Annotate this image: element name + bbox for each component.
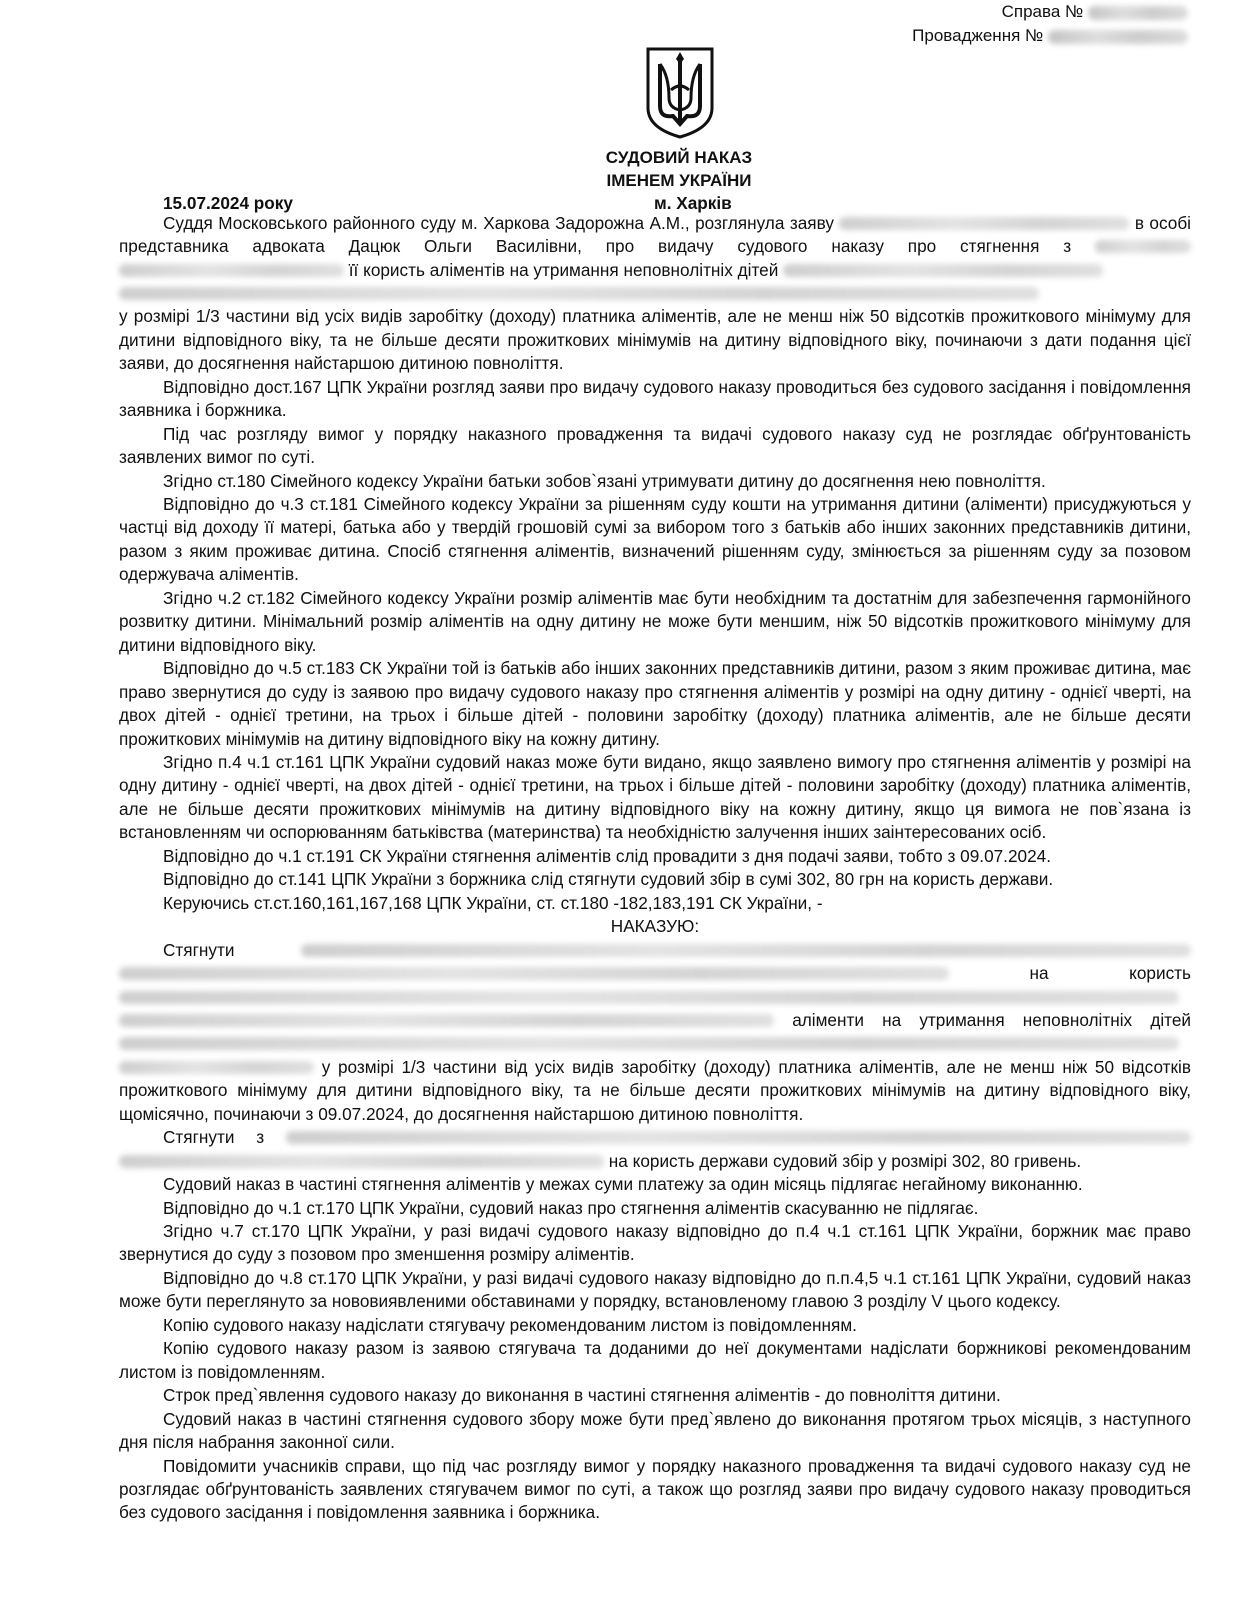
date-city-line bbox=[163, 193, 738, 214]
paragraph: Строк пред`явлення судового наказу до виконання в частині стягнення аліментів - до повноліття дитини. bbox=[163, 1385, 1001, 1406]
paragraph: Копію судового наказу разом із заявою стягувача та доданими до неї документами надіслати боржникові рекомендованим листом із повідомленням. bbox=[119, 1338, 1191, 1382]
document-subtitle: ІМЕНЕМ УКРАЇНИ bbox=[606, 171, 752, 190]
paragraph: Стягнути на користь аліменти на утримання неповнолітніх дітей у розмірі 1/3 частини від усіх видів заробітку (доходу) платника аліментів, але не менш ніж 50 відсотків прожиткового мінімуму для дитини відповідного віку, та не більше десяти прожиткових мінімумів на дитину відповідного віку, щомісячно, починаючи з 09.07.2024, до досягнення найстаршою дитиною повноліття. bbox=[119, 939, 1192, 1124]
document-date: 15.07.2024 року bbox=[163, 193, 293, 213]
redacted-claimant-details bbox=[119, 991, 1179, 1004]
paragraph: Відповідно до ч.5 ст.183 СК України той із батьків або інших законних представників дитини, разом з яким проживає дитина, має право звернутися до суду із заявою про видачу судового наказу про стягнення аліментів у розмірі на одну дитину - однієї чверті, на двох дітей - однієї третини, на трьох і більше дітей - половини заробітку (доходу) платника аліментів, але не більше десяти прожиткових мінімумів на дитину відповідного віку на кожну дитину. bbox=[119, 658, 1191, 749]
paragraph: Суддя Московського районного суду м. Харкова Задорожна А.М., розглянула заяву в особі представника адвоката Дацюк Ольги Василівни, про видачу судового наказу про стягнення з її користь аліментів на утримання неповнолітніх дітей у розмірі 1/3 частини від усіх видів заробітку (доходу) платника аліментів, але не менш ніж 50 відсотків прожиткового мінімуму для дитини відповідного віку, та не більше десяти прожиткових мінімумів на дитину відповідного віку, починаючи з дати подання цієї заяви, до досягнення найстаршою дитиною повноліття. bbox=[119, 213, 1191, 374]
paragraph: Під час розгляду вимог у порядку наказного провадження та видачі судового наказу суд не розглядає обґрунтованість заявлених вимог по суті. bbox=[119, 423, 1191, 468]
paragraph: Згідно ч.2 ст.182 Сімейного кодексу України розмір аліментів має бути необхідним та достатнім для забезпечення гармонійного розвитку дитини. Мінімальний розмір аліментів на одну дитину не може бути меншим, ніж 50 відсотків прожиткового мінімуму для дитини відповідного віку. bbox=[119, 587, 1191, 655]
coat-of-arms-emblem bbox=[645, 46, 715, 140]
redacted-children-names bbox=[783, 264, 1103, 277]
redacted-debtor-details bbox=[286, 1131, 1191, 1144]
redacted-name bbox=[119, 264, 344, 277]
paragraph: Судовий наказ в частині стягнення судового збору може бути пред`явлено до виконання протягом трьох місяців, з наступного дня після набрання законної сили. bbox=[119, 1408, 1191, 1453]
document-title: СУДОВИЙ НАКАЗ bbox=[605, 148, 753, 167]
paragraph: Відповідно до ч.1 ст.170 ЦПК України, судовий наказ про стягнення аліментів скасуванню не підлягає. bbox=[163, 1197, 979, 1218]
order-heading: НАКАЗУЮ: bbox=[610, 916, 700, 937]
redacted-case-number bbox=[1088, 6, 1188, 20]
paragraph: Згідно ч.7 ст.170 ЦПК України, у разі видачі судового наказу відповідно до п.4 ч.1 ст.161 ЦПК України, боржник має право звернутися до суду з позовом про зменшення розміру аліментів. bbox=[119, 1221, 1191, 1265]
paragraph: Стягнути з на користь держави судовий збір у розмірі 302, 80 гривень. bbox=[119, 1126, 1191, 1173]
redacted-children-names bbox=[119, 1037, 1179, 1050]
redacted-debtor-details bbox=[301, 944, 1191, 957]
redacted-claimant-details bbox=[119, 1014, 774, 1027]
paragraph: Відповідно до ст.141 ЦПК України з боржника слід стягнути судовий збір в сумі 302, 80 грн на користь держави. bbox=[163, 869, 1054, 890]
redacted-children-names bbox=[119, 1061, 314, 1074]
redacted-debtor-details bbox=[119, 1155, 604, 1168]
proceeding-number-label: Провадження № bbox=[912, 26, 1044, 45]
paragraph: Відповідно дост.167 ЦПК України розгляд заяви про видачу судового наказу проводиться без судового засідання і повідомлення заявника і боржника. bbox=[119, 376, 1191, 421]
redacted-children-names bbox=[119, 287, 1039, 300]
case-number-line bbox=[0, 2, 1188, 22]
document-city: м. Харків bbox=[654, 193, 732, 213]
paragraph: Згідно п.4 ч.1 ст.161 ЦПК України судовий наказ може бути видано, якщо заявлено вимогу про стягнення аліментів у розмірі на одну дитину - однієї чверті, на двох дітей - однієї третини, на трьох і більше дітей - половини заробітку (доходу) платника аліментів, але не більше десяти прожиткових мінімумів на дитину відповідного віку на кожну дитину, якщо ця вимога не пов`язана із встановленням чи оспорюванням батьківства (материнства) та необхідністю залучення інших заінтересованих осіб. bbox=[119, 751, 1191, 843]
document-body bbox=[119, 212, 1191, 1525]
redacted-name bbox=[1095, 240, 1191, 253]
paragraph: Відповідно до ч.1 ст.191 СК України стягнення аліментів слід провадити з дня подачі заяви, тобто з 09.07.2024. bbox=[163, 845, 1051, 866]
paragraph: Відповідно до ч.3 ст.181 Сімейного кодексу України за рішенням суду кошти на утримання дитини (аліменти) присуджуються у частці від доходу її матері, батька або у твердій грошовій сумі за вибором того з батьків або інших законних представників дитини, разом з яким проживає дитина. Спосіб стягнення аліментів, визначений рішенням суду, змінюється за рішенням суду за позовом одержувача аліментів. bbox=[119, 493, 1191, 585]
paragraph: Відповідно до ч.8 ст.170 ЦПК України, у разі видачі судового наказу відповідно до п.п.4,5 ч.1 ст.161 ЦПК України, судовий наказ може бути переглянуто за нововиявленими обставинами у порядку, встановленому главою 3 розділу V цього кодексу. bbox=[119, 1267, 1191, 1312]
case-number-label: Справа № bbox=[1001, 2, 1084, 21]
redacted-debtor-details bbox=[119, 967, 949, 980]
redacted-name bbox=[839, 217, 1129, 230]
paragraph: Повідомити учасників справи, що під час розгляду вимог у порядку наказного провадження та видачі судового наказу суд не розглядає обґрунтованість заявлених стягувачем вимог по суті, а також що розгляд заяви про видачу судового наказу проводиться без судового засідання і повідомлення заявника і боржника. bbox=[119, 1455, 1191, 1523]
paragraph: Керуючись ст.ст.160,161,167,168 ЦПК України, ст. ст.180 -182,183,191 СК України, - bbox=[163, 892, 823, 913]
paragraph: Судовий наказ в частині стягнення аліментів у межах суми платежу за один місяць підлягає негайному виконанню. bbox=[163, 1174, 1083, 1195]
paragraph: Копію судового наказу надіслати стягувачу рекомендованим листом із повідомленням. bbox=[163, 1314, 857, 1335]
proceeding-number-line bbox=[0, 26, 1188, 46]
paragraph: Згідно ст.180 Сімейного кодексу України батьки зобов`язані утримувати дитину до досягнення нею повноліття. bbox=[163, 470, 1046, 491]
redacted-proceeding-number bbox=[1048, 30, 1188, 44]
